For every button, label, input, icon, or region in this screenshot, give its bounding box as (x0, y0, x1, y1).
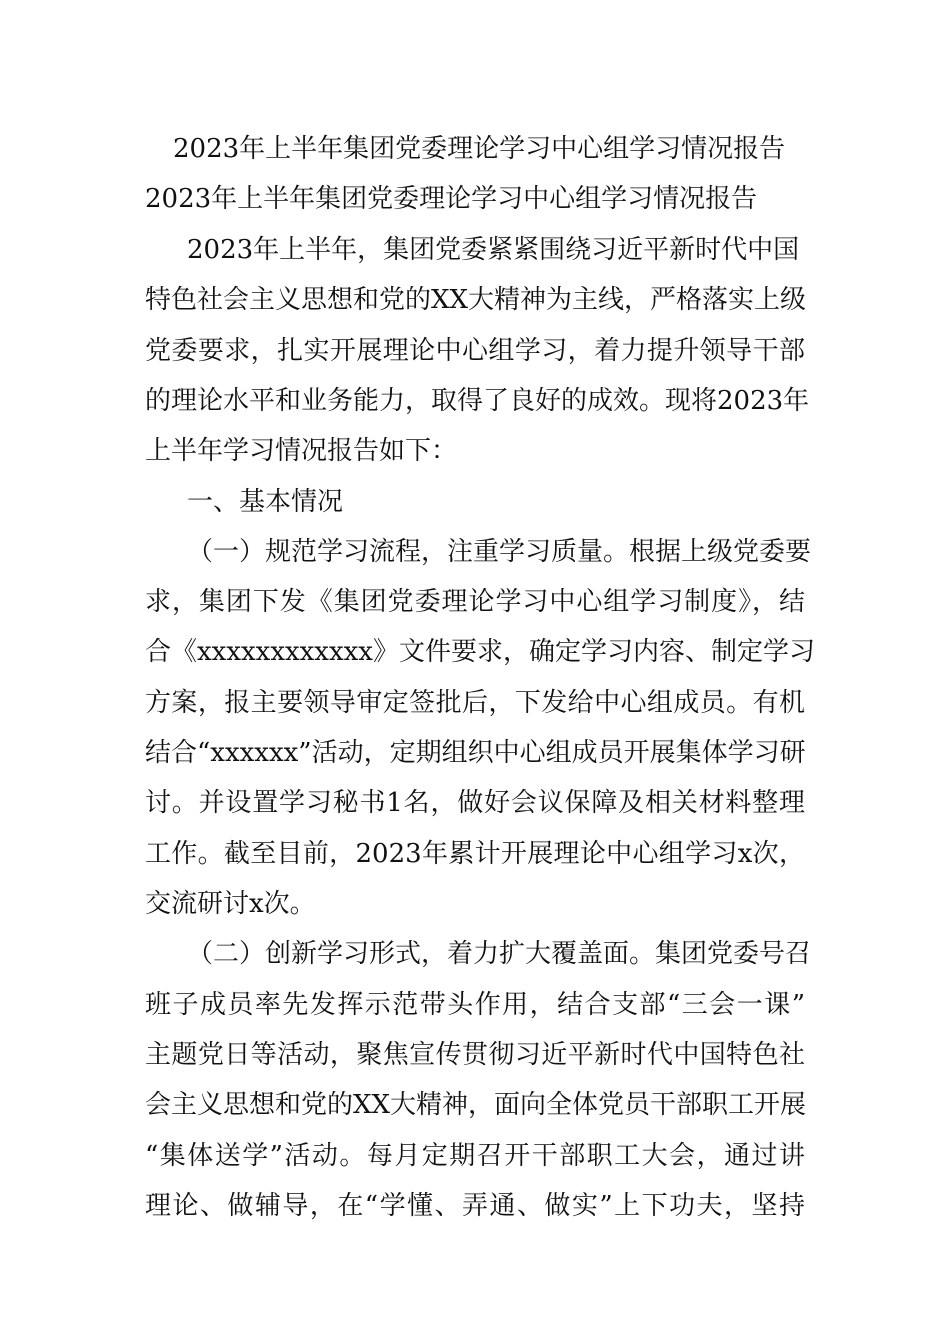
paragraph-line: 交流研讨x次。 (145, 889, 316, 919)
paragraph-line: 结合“xxxxxx”活动，定期组织中心组成员开展集体学习研 (145, 738, 806, 768)
paragraph-line: （一）规范学习流程，注重学习质量。根据上级党委要 (187, 537, 812, 567)
intro-line: 2023年上半年，集团党委紧紧围绕习近平新时代中国 (187, 235, 800, 265)
paragraph-line: 工作。截至目前，2023年累计开展理论中心组学习x次， (145, 839, 805, 869)
intro-line: 上半年学习情况报告如下： (145, 436, 458, 466)
paragraph-line: 求，集团下发《集团党委理论学习中心组学习制度》，结 (145, 587, 805, 617)
paragraph-line: “集体送学”活动。每月定期召开干部职工大会，通过讲 (145, 1141, 805, 1171)
paragraph-line: 主题党日等活动，聚焦宣传贯彻习近平新时代中国特色社 (145, 1040, 805, 1070)
paragraph-line: 会主义思想和党的XX大精神，面向全体党员干部职工开展 (145, 1090, 807, 1120)
intro-line: 党委要求，扎实开展理论中心组学习，着力提升领导干部 (145, 336, 805, 366)
paragraph-line: （二）创新学习形式，着力扩大覆盖面。集团党委号召 (187, 939, 812, 969)
section-heading: 一、基本情况 (187, 487, 344, 517)
paragraph-line: 讨。并设置学习秘书1名，做好会议保障及相关材料整理 (145, 788, 805, 818)
paragraph-line: 班子成员率先发挥示范带头作用，结合支部“三会一课” (145, 990, 805, 1020)
intro-line: 的理论水平和业务能力，取得了良好的成效。现将2023年 (145, 386, 810, 416)
paragraph-line: 理论、做辅导，在“学懂、弄通、做实”上下功夫，坚持 (145, 1191, 805, 1221)
document-title: 2023年上半年集团党委理论学习中心组学习情况报告 (173, 134, 786, 164)
paragraph-line: 方案，报主要领导审定签批后，下发给中心组成员。有机 (145, 688, 805, 718)
paragraph-line: 合《xxxxxxxxxxxx》文件要求，确定学习内容、制定学习 (145, 637, 815, 667)
document-subtitle: 2023年上半年集团党委理论学习中心组学习情况报告 (145, 184, 758, 214)
intro-line: 特色社会主义思想和党的XX大精神为主线，严格落实上级 (145, 285, 807, 315)
